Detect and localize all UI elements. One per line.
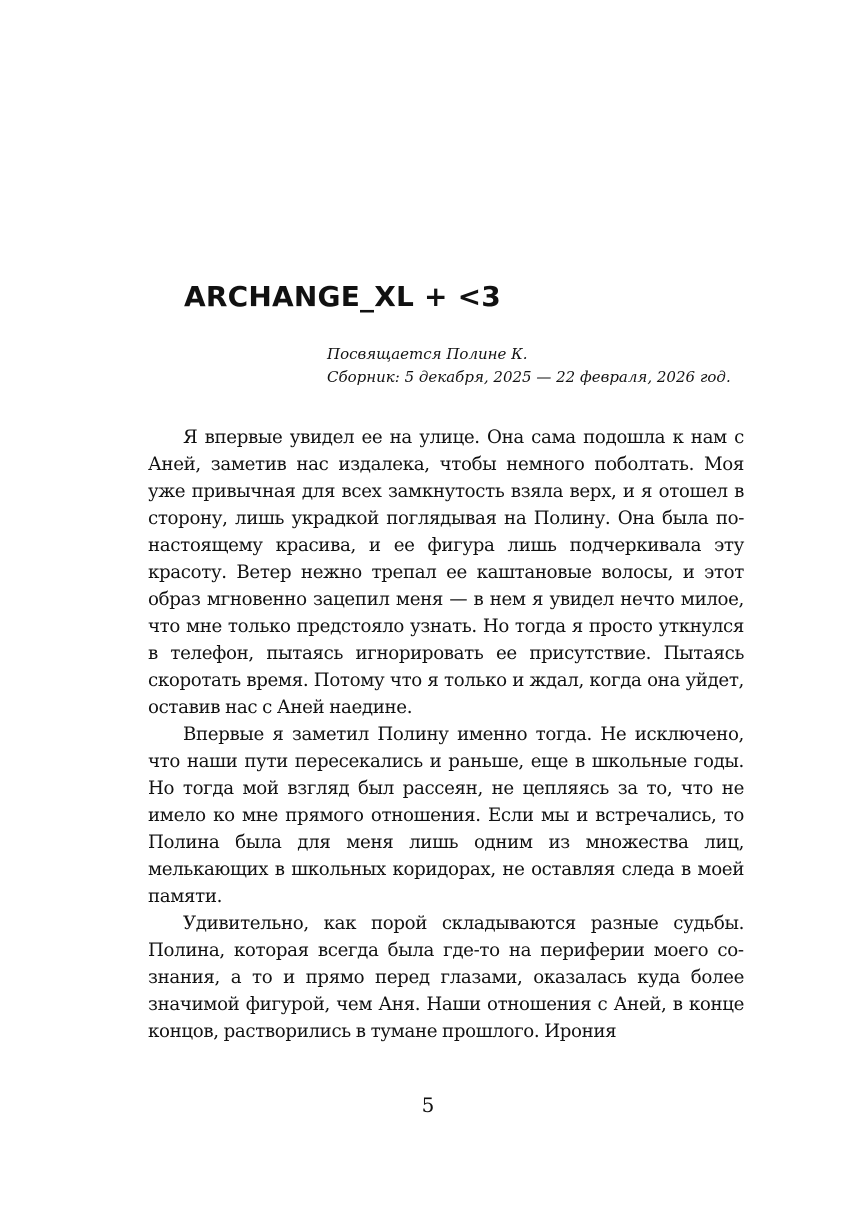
- page-number: 5: [421, 1093, 435, 1117]
- collection-dates-line: Сборник: 5 декабря, 2025 — 22 февраля, 2026 год.: [327, 368, 731, 386]
- chapter-title: ARCHANGE_XL + <3: [184, 280, 501, 313]
- body-text: [148, 424, 744, 1045]
- paragraph-2: Впервые я заметил Полину именно тогда. Не исключено, что наши пути пересекались и раньше, еще в школьные годы. Но тогда мой взгляд был рассеян, не цепляясь за то, что не имело ко мне прямого отношения. Если мы и встречались, то Полина была для меня лишь одним из множества лиц, мелькающих в школьных коридорах, не оставляя следа в моей памяти.: [148, 724, 744, 907]
- paragraph-1: Я впервые увидел ее на улице. Она сама подошла к нам с Аней, заметив нас издалека, чтобы немного поболтать. Моя уже привычная для всех замкнутость взяла верх, и я отошел в сторону, лишь украдкой поглядывая на Полину. Она была по-настоящему красива, и ее фигура лишь подчеркивала эту красоту. Ветер нежно трепал ее каштановые волосы, и этот образ мгновенно зацепил меня — в нем я увидел нечто милое, что мне только предстояло узнать. Но тогда я просто уткнулся в телефон, пытаясь игнорировать ее присутствие. Пытаясь скоротать время. Потому что я только и ждал, когда она уйдет, оставив нас с Аней наедине.: [148, 427, 744, 718]
- dedication-line: Посвящается Полине К.: [327, 345, 528, 363]
- epigraph: [327, 343, 767, 389]
- paragraph-3: Удивительно, как порой складываются разные судьбы. Полина, которая всегда была где-то на периферии моего сознания, а то и прямо перед глазами, оказалась куда более значимой фигурой, чем Аня. Наши отношения с Аней, в конце концов, растворились в тумане прошлого. Ирония: [148, 913, 744, 1042]
